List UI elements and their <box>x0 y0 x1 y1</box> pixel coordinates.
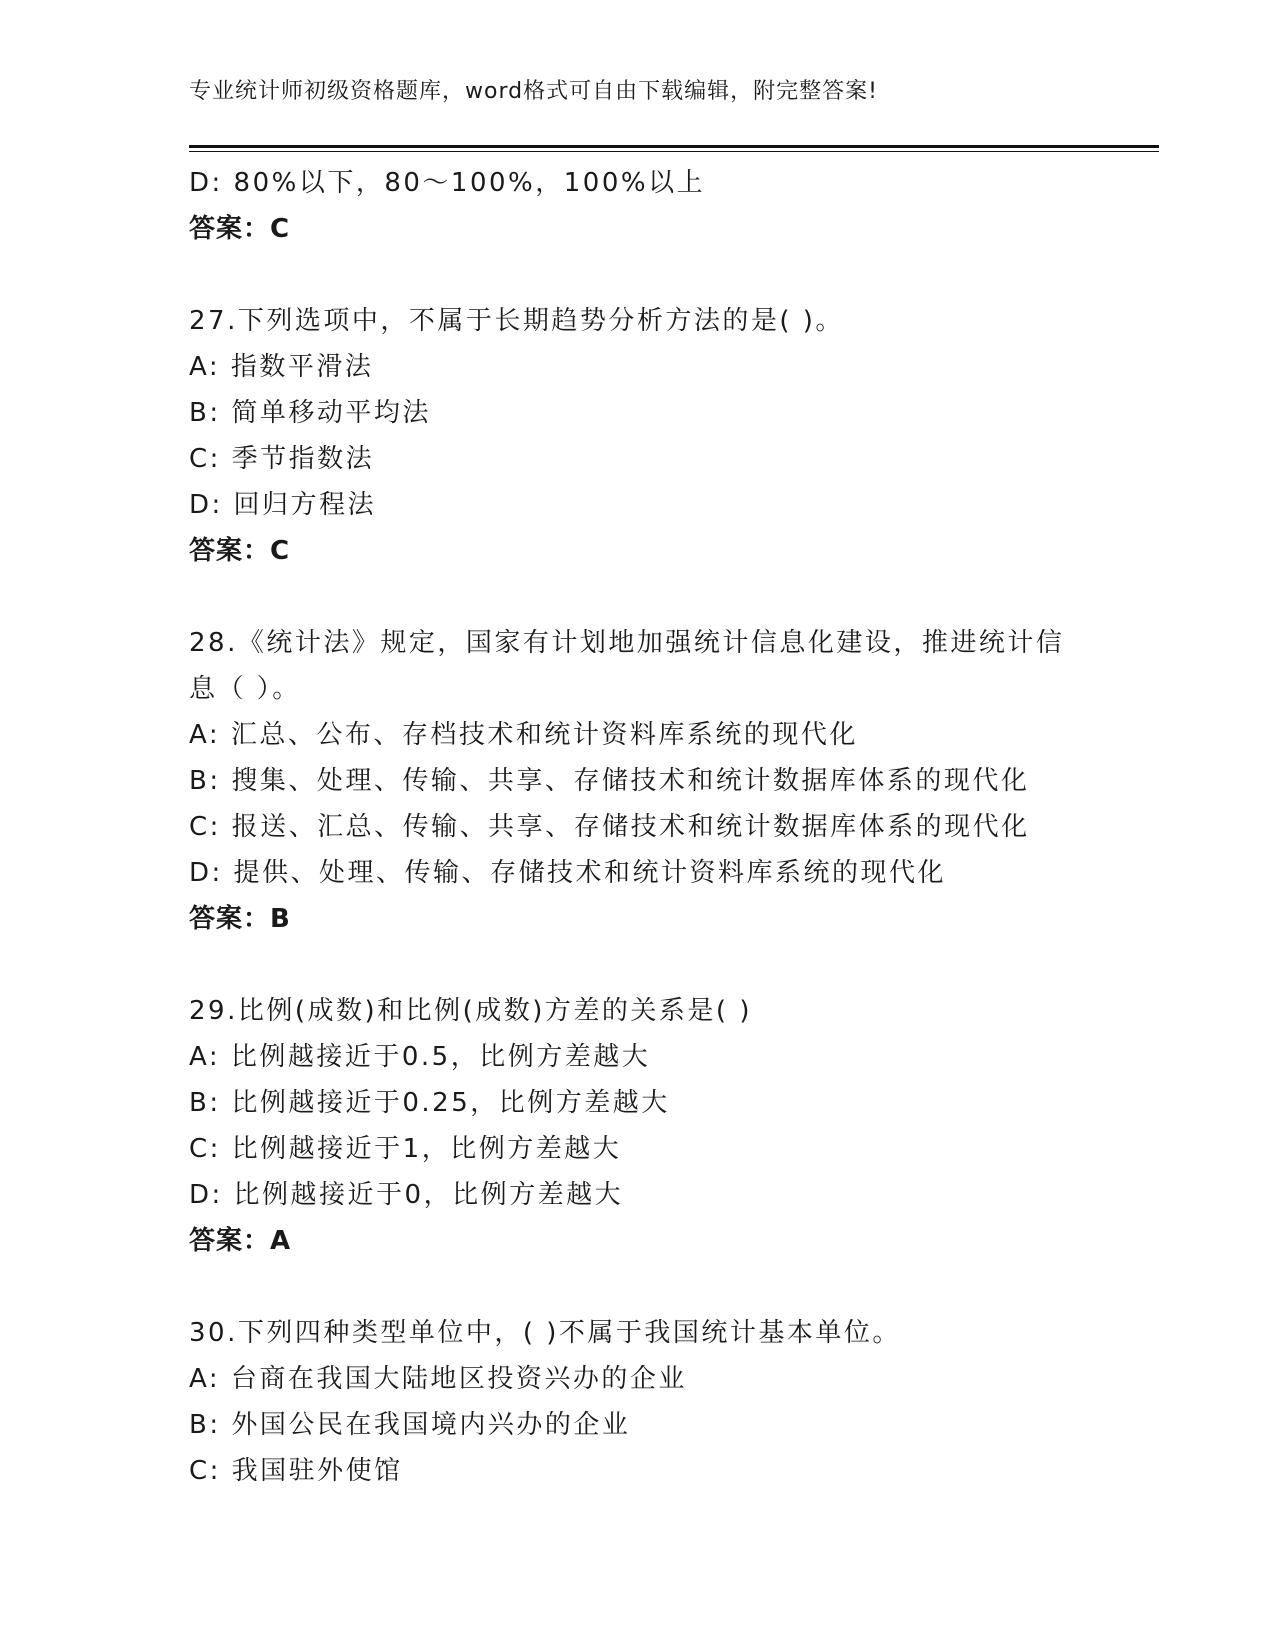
question-28-option-c: C: 报送、汇总、传输、共享、存储技术和统计数据库体系的现代化 <box>189 812 1030 842</box>
question-28-stem-line2: 息（ ）。 <box>189 674 301 704</box>
question-30-option-a: A: 台商在我国大陆地区投资兴办的企业 <box>189 1364 687 1394</box>
question-27-option-d: D: 回归方程法 <box>189 490 377 520</box>
question-30-option-c: C: 我国驻外使馆 <box>189 1456 403 1486</box>
question-27-option-b: B: 简单移动平均法 <box>189 398 431 428</box>
spacer <box>189 1264 1149 1310</box>
spacer <box>189 574 1149 620</box>
question-29-option-c: C: 比例越接近于1，比例方差越大 <box>189 1134 622 1164</box>
question-28-option-a: A: 汇总、公布、存档技术和统计资料库系统的现代化 <box>189 720 858 750</box>
question-29-option-b: B: 比例越接近于0.25，比例方差越大 <box>189 1088 670 1118</box>
question-28-answer: 答案：B <box>189 904 291 934</box>
question-27-option-a: A: 指数平滑法 <box>189 352 374 382</box>
question-content <box>189 160 1149 1494</box>
question-27-option-c: C: 季节指数法 <box>189 444 375 474</box>
prev-option-d: D: 80%以下，80～100%，100%以上 <box>189 168 706 198</box>
question-29-option-d: D: 比例越接近于0，比例方差越大 <box>189 1180 624 1210</box>
question-30-stem: 30.下列四种类型单位中，( )不属于我国统计基本单位。 <box>189 1318 901 1348</box>
spacer <box>189 252 1149 298</box>
header-divider-thin <box>189 151 1159 152</box>
question-29-answer: 答案：A <box>189 1226 292 1256</box>
page-header: 专业统计师初级资格题库，word格式可自由下载编辑，附完整答案! <box>189 79 878 104</box>
question-29-option-a: A: 比例越接近于0.5，比例方差越大 <box>189 1042 651 1072</box>
question-27-answer: 答案：C <box>189 536 291 566</box>
question-27-stem: 27.下列选项中，不属于长期趋势分析方法的是( )。 <box>189 306 844 336</box>
question-28-option-b: B: 搜集、处理、传输、共享、存储技术和统计数据库体系的现代化 <box>189 766 1030 796</box>
question-29-stem: 29.比例(成数)和比例(成数)方差的关系是( ) <box>189 996 752 1026</box>
question-28-stem-line1: 28.《统计法》规定，国家有计划地加强统计信息化建设，推进统计信 <box>189 628 1065 658</box>
prev-answer: 答案：C <box>189 214 291 244</box>
header-divider-thick <box>189 145 1159 148</box>
question-30-option-b: B: 外国公民在我国境内兴办的企业 <box>189 1410 631 1440</box>
spacer <box>189 942 1149 988</box>
question-28-option-d: D: 提供、处理、传输、存储技术和统计资料库系统的现代化 <box>189 858 947 888</box>
